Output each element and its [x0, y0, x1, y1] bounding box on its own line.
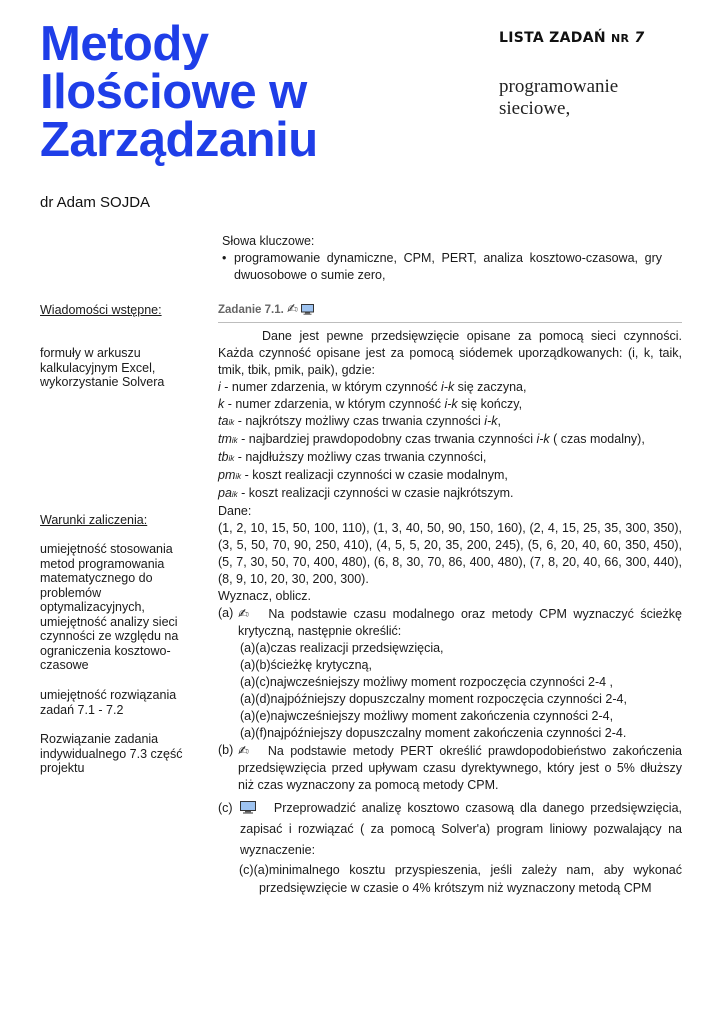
task-heading — [218, 301, 314, 317]
conditions-para-2: umiejętność rozwiązania zadań 7.1 - 7.2 — [40, 688, 177, 717]
item-a-sub-f: (a)(f)najpóźniejszy dopuszczalny moment zakończenia czynności 2-4. — [240, 726, 627, 740]
prelim-text: formuły w arkuszu kalkulacyjnym Excel, wykorzystanie Solvera — [40, 346, 165, 389]
def-pa: paik - koszt realizacji czynności w czasie najkrótszym. — [218, 486, 514, 500]
item-a-sub-b: (a)(b)ścieżkę krytyczną, — [240, 658, 372, 672]
pencil-icon: ✍ — [238, 743, 249, 758]
task-intro: Dane jest pewne przedsięwzięcie opisane za pomocą sieci czynności. Każda czynność opisane jest za pomocą siódemek uporządkowanych: (i, k, taik, tmik, tbik, pmik, paik), gdzie: — [218, 329, 682, 377]
monitor-icon — [301, 304, 314, 315]
item-c-sub-a: (c)(a)minimalnego kosztu przyspieszenia, jeśli zależy nam, aby wykonać przedsięwzięcie w czasie o 4% krótszym niż wyznaczony metodą CPM — [239, 863, 682, 895]
monitor-icon — [240, 801, 256, 814]
task-body — [218, 328, 682, 897]
item-a-sub-e: (a)(e)najwcześniejszy możliwy moment zakończenia czynności 2-4, — [240, 709, 614, 723]
keywords-heading: Słowa kluczowe: — [222, 234, 315, 248]
title-line-3: Zarządzaniu — [40, 113, 318, 167]
item-b-text: Na podstawie metody PERT określić prawdopodobieństwo zakończenia przedsięwzięcia przed upływam czasu dyrektywnego, który jest o 5% dłuższy niż czas wyznaczony za pomocą metody CPM. — [238, 744, 682, 792]
item-b-label: (b) — [218, 743, 234, 757]
prelim-heading: Wiadomości wstępne: — [40, 303, 162, 317]
conditions-para-3: Rozwiązanie zadania indywidualnego 7.3 część projektu — [40, 732, 183, 775]
keyword-item-text: programowanie dynamiczne, CPM, PERT, analiza kosztowo-czasowa, gry dwuosobowe o sumie zero, — [234, 251, 662, 282]
item-a-sub-d: (a)(d)najpóźniejszy dopuszczalny moment rozpoczęcia czynności 2-4, — [240, 692, 627, 706]
title-line-1: Metody — [40, 17, 209, 71]
def-pm: pmik - koszt realizacji czynności w czasie modalnym, — [218, 468, 508, 482]
left-column — [40, 303, 190, 318]
list-number: 7 — [634, 30, 645, 46]
item-a — [218, 605, 682, 640]
item-a-label: (a) — [218, 606, 234, 620]
list-label — [499, 30, 645, 46]
topic — [499, 76, 618, 120]
conditions-para-1: umiejętność stosowania metod programowania matematycznego do problemów optymalizacyjnych, umiejętność analizy sieci czynności ze względu na ograniczenia kosztowo-czasowe — [40, 542, 179, 672]
compute-instruction: Wyznacz, oblicz. — [218, 589, 311, 603]
def-tb: tbik - najdłuższy możliwy czas trwania czynności, — [218, 450, 487, 464]
data-values: (1, 2, 10, 15, 50, 100, 110), (1, 3, 40, 50, 90, 150, 160), (2, 4, 15, 25, 35, 300, 350), (3, 5, 50, 70, 90, 250, 410), (4, 5, 5, 20, 35, 200, 245), (5, 6, 20, 40, 60, 350, 450), (5, 7, 30, 50, 70, 400, 480), (6, 8, 30, 70, 86, 400, 480), (7, 8, 20, 40, 66, 300, 440), (8, 9, 10, 20, 30, 200, 300). — [218, 521, 682, 586]
page-title — [40, 17, 400, 167]
def-ta: taik - najkrótszy możliwy czas trwania czynności i-k, — [218, 414, 501, 428]
task-divider — [218, 322, 682, 323]
def-k: k - numer zdarzenia, w którym czynność i-k się kończy, — [218, 397, 523, 411]
bullet-icon: • — [222, 251, 227, 265]
item-c — [218, 798, 682, 861]
data-label: Dane: — [218, 504, 252, 518]
def-i: i - numer zdarzenia, w którym czynność i-k się zaczyna, — [218, 380, 527, 394]
title-line-2: Ilościowe w — [40, 65, 307, 119]
item-b — [218, 742, 682, 794]
topic-line-1: programowanie — [499, 76, 619, 97]
task-heading-text: Zadanie 7.1. — [218, 304, 284, 316]
keyword-item — [222, 250, 662, 284]
list-nr: NR — [611, 32, 630, 45]
item-a-text: Na podstawie czasu modalnego oraz metody CPM wyznaczyć ścieżkę krytyczną, następnie określić: — [238, 607, 682, 638]
item-c-text: Przeprowadzić analizę kosztowo czasową dla danego przedsięwzięcia, zapisać i rozwiązać ( za pomocą Solver'a) program liniowy pozwalający na wyznaczenie: — [240, 801, 682, 857]
item-a-sub-a: (a)(a)czas realizacji przedsięwzięcia, — [240, 641, 444, 655]
list-label-text: LISTA ZADAŃ — [499, 30, 606, 46]
def-tm: tmik - najbardziej prawdopodobny czas trwania czynności i-k ( czas modalny), — [218, 432, 645, 446]
topic-line-2: sieciowe, — [499, 98, 571, 119]
item-a-sub-c: (a)(c)najwcześniejszy możliwy moment rozpoczęcia czynności 2-4 , — [240, 675, 614, 689]
pencil-icon: ✍ — [238, 606, 249, 621]
pencil-icon: ✍ — [287, 301, 298, 316]
keywords-block — [222, 233, 662, 284]
item-c-label: (c) — [218, 801, 233, 815]
conditions-heading: Warunki zaliczenia: — [40, 513, 148, 527]
author: dr Adam SOJDA — [40, 194, 151, 211]
